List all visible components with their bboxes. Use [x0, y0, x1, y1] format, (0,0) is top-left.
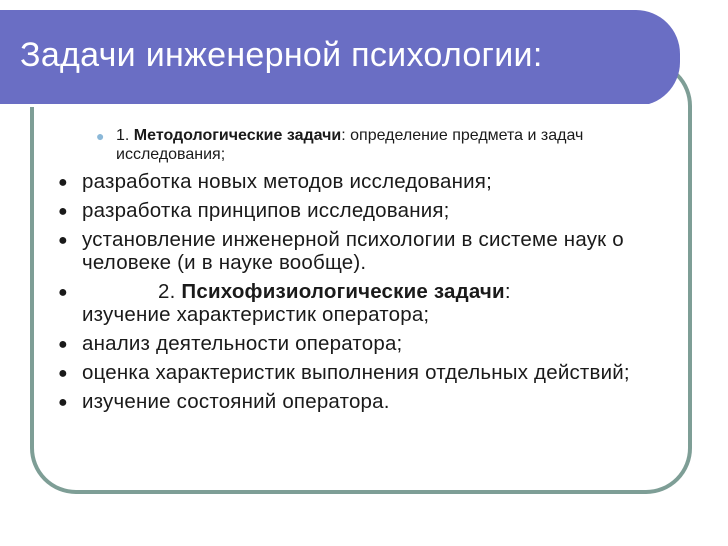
bullet-icon: ●: [58, 394, 68, 411]
bullet-icon: ●: [58, 232, 68, 249]
bullet-icon: ●: [58, 284, 68, 301]
bullet-icon: ●: [96, 128, 105, 144]
list-item: [56, 170, 676, 193]
item-text: изучение состояний оператора.: [82, 390, 390, 413]
item-continuation: изучение характеристик оператора;: [82, 303, 430, 326]
item-number: 2.: [158, 280, 176, 303]
item-text: : определение предмета и задач исследования;: [116, 127, 584, 163]
slide-title: Задачи инженерной психологии:: [20, 36, 543, 74]
item-text: :: [504, 280, 511, 303]
title-underline: [0, 104, 670, 107]
bullet-icon: ●: [58, 174, 68, 191]
item-text: оценка характеристик выполнения отдельных действий;: [82, 361, 630, 384]
slide-content: [56, 126, 676, 419]
bullet-icon: ●: [58, 203, 68, 220]
list-item: [56, 126, 676, 164]
list-item: [56, 390, 676, 413]
item-text: анализ деятельности оператора;: [82, 332, 403, 355]
list-item: [56, 199, 676, 222]
item-text: установление инженерной психологии в системе наук о человеке (и в науке вообще).: [82, 228, 624, 274]
list-item: [56, 361, 676, 384]
title-bar: [0, 10, 680, 106]
item-heading: Психофизиологические задачи: [181, 280, 505, 303]
bullet-icon: ●: [58, 365, 68, 382]
list-item: [56, 332, 676, 355]
bullet-icon: ●: [58, 336, 68, 353]
list-item: [56, 280, 676, 326]
list-item: [56, 228, 676, 274]
item-text: разработка принципов исследования;: [82, 199, 450, 222]
item-number: 1.: [116, 127, 130, 144]
item-text: разработка новых методов исследования;: [82, 170, 492, 193]
item-heading: Методологические задачи: [133, 127, 342, 144]
